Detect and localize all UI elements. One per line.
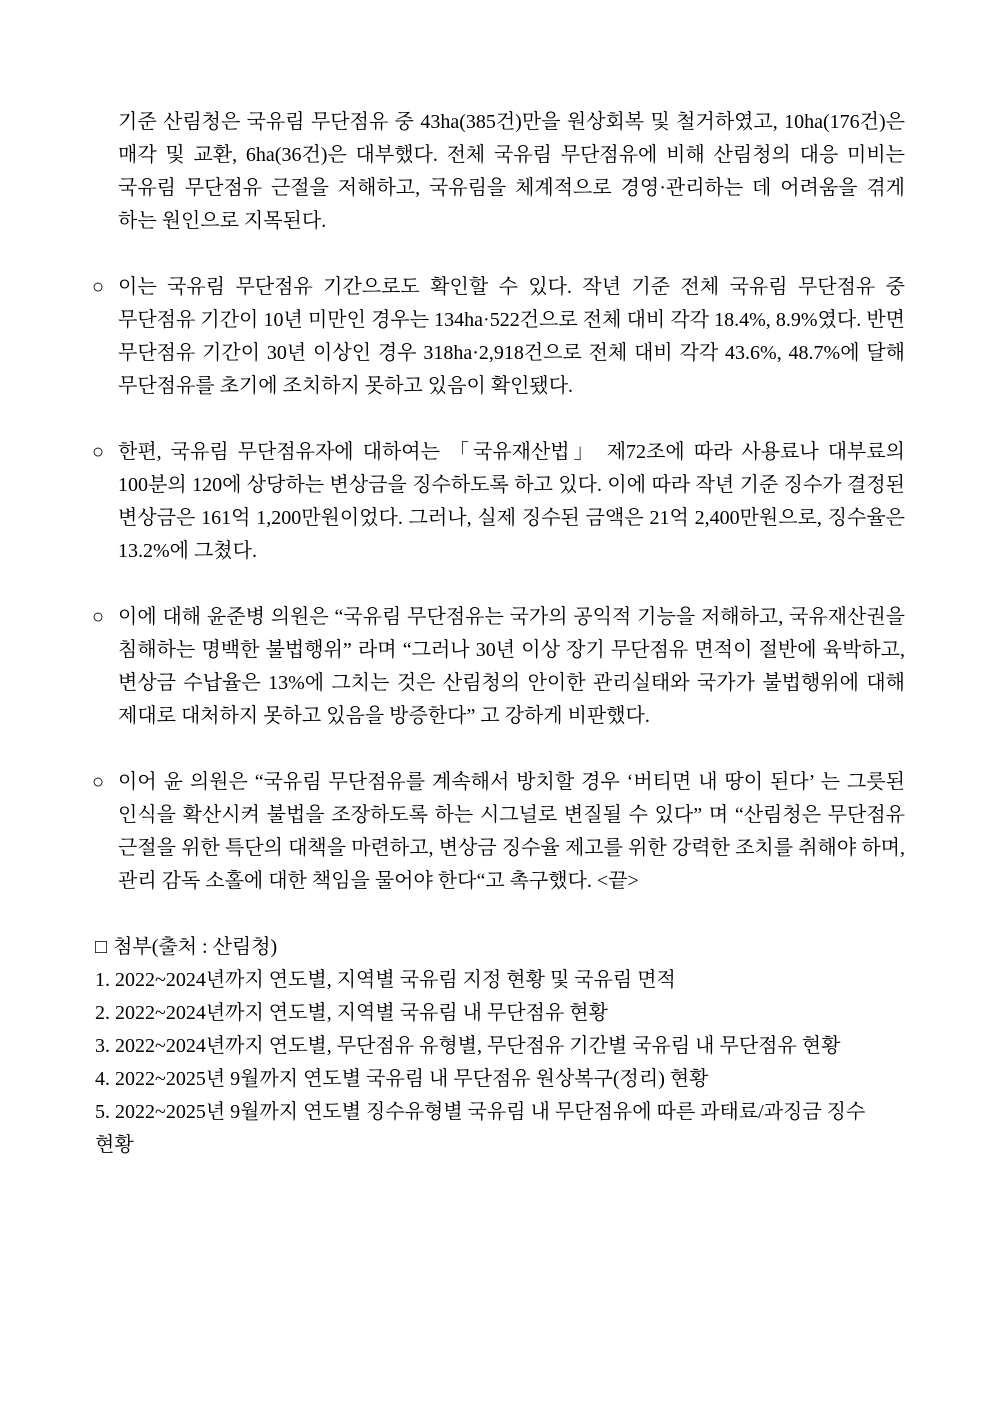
paragraph [92, 601, 905, 733]
paragraph-text: 이에 대해 윤준병 의원은 “국유림 무단점유는 국가의 공익적 기능을 저해하고, 국유재산권을 침해하는 명백한 불법행위” 라며 “그러나 30년 이상 장기 무단점유 면적이 절반에 육박하고, 변상금 수납율은 13%에 그치는 것은 산림청의 안이한 관리실태와 국가가 불법행위에 대해 제대로 대처하지 못하고 있음을 방증한다” 고 강하게 비판했다. [118, 606, 905, 727]
paragraph [92, 436, 905, 568]
circle-bullet-icon: ○ [92, 771, 105, 793]
circle-bullet-icon: ○ [92, 441, 105, 463]
attachment-item: 3. 2022~2024년까지 연도별, 무단점유 유형별, 무단점유 기간별 국유림 내 무단점유 현황 [95, 1035, 841, 1057]
square-box-icon: □ [95, 936, 108, 958]
circle-bullet-icon: ○ [92, 276, 105, 298]
paragraph [92, 766, 905, 898]
paragraph-text: 한편, 국유림 무단점유자에 대하여는 「국유재산법」 제72조에 따라 사용료나 대부료의 100분의 120에 상당하는 변상금을 징수하도록 하고 있다. 이에 따라 작년 기준 징수가 결정된 변상금은 161억 1,200만원이었다. 그러나, 실제 징수된 금액은 21억 2,400만원으로, 징수율은 13.2%에 그쳤다. [118, 441, 905, 562]
attachments-section [95, 931, 905, 1162]
paragraph-continuation [95, 106, 905, 238]
attachments-header [95, 931, 905, 964]
attachment-item: 4. 2022~2025년 9월까지 연도별 국유림 내 무단점유 원상복구(정리) 현황 [95, 1068, 709, 1090]
paragraph-text: 이는 국유림 무단점유 기간으로도 확인할 수 있다. 작년 기준 전체 국유림 무단점유 중 무단점유 기간이 10년 미만인 경우는 134ha·522건으로 전체 대비 각각 18.4%, 8.9%였다. 반면 무단점유 기간이 30년 이상인 경우 318ha·2,918건으로 전체 대비 각각 43.6%, 48.7%에 달해 무단점유를 초기에 조치하지 못하고 있음이 확인됐다. [118, 276, 905, 397]
paragraph [92, 271, 905, 403]
paragraph-text: 이어 윤 의원은 “국유림 무단점유를 계속해서 방치할 경우 ‘버티면 내 땅이 된다’ 는 그릇된 인식을 확산시켜 불법을 조장하도록 하는 시그널로 변질될 수 있다” 며 “산림청은 무단점유 근절을 위한 특단의 대책을 마련하고, 변상금 징수율 제고를 위한 강력한 조치를 취해야 하며, 관리 감독 소홀에 대한 책임을 물어야 한다“고 촉구했다. <끝> [118, 771, 905, 892]
circle-bullet-icon: ○ [92, 606, 105, 628]
document-content [92, 106, 905, 1162]
paragraph-text: 기준 산림청은 국유림 무단점유 중 43ha(385건)만을 원상회복 및 철거하였고, 10ha(176건)은 매각 및 교환, 6ha(36건)은 대부했다. 전체 국유림 무단점유에 비해 산림청의 대응 미비는 국유림 무단점유 근절을 저해하고, 국유림을 체계적으로 경영·관리하는 데 어려움을 겪게 하는 원인으로 지목된다. [118, 111, 905, 232]
attachment-item: 2. 2022~2024년까지 연도별, 지역별 국유림 내 무단점유 현황 [95, 1002, 608, 1024]
attachment-item: 1. 2022~2024년까지 연도별, 지역별 국유림 지정 현황 및 국유림 면적 [95, 969, 676, 991]
attachments-header-text: 첨부(출처 : 산림청) [113, 936, 278, 958]
attachment-item: 5. 2022~2025년 9월까지 연도별 징수유형별 국유림 내 무단점유에 따른 과태료/과징금 징수 현황 [95, 1101, 866, 1156]
